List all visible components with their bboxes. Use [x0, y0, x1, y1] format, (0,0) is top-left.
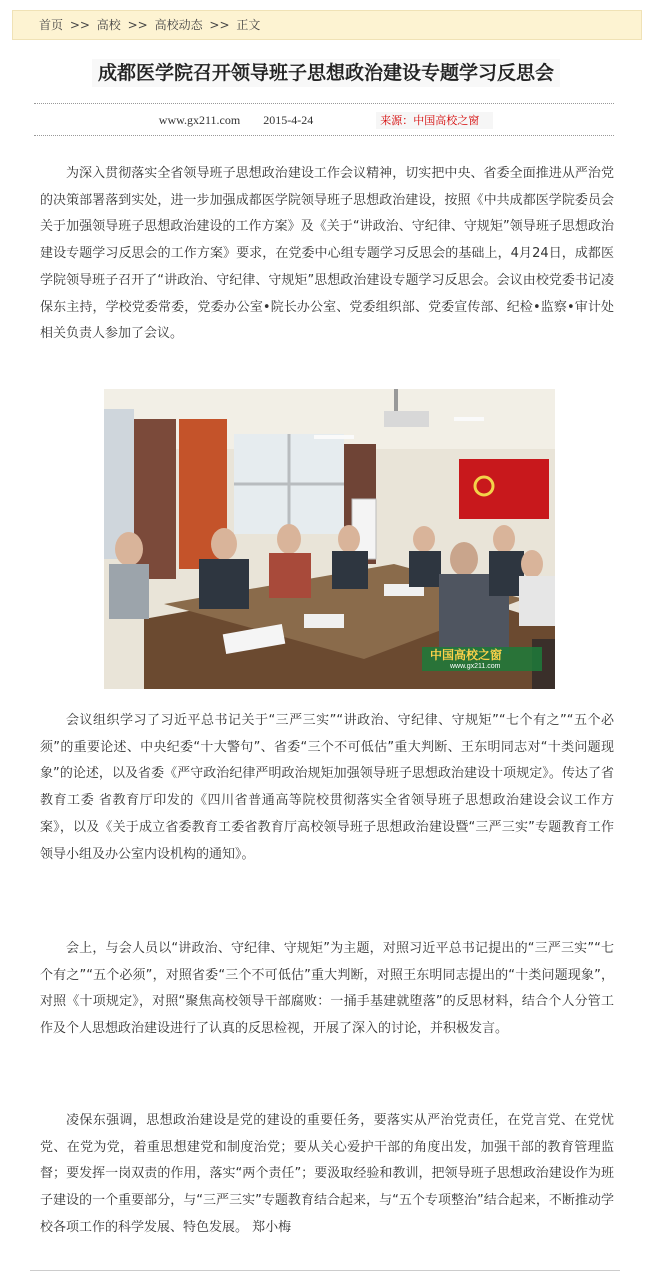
article-title-wrap — [0, 58, 652, 85]
article-title: 成都医学院召开领导班子思想政治建设专题学习反思会 — [92, 59, 560, 87]
article-paragraph-4: 凌保东强调，思想政治建设是党的建设的重要任务，要落实从严治党责任，在党言党、在党忧党、在党为党，着重思想建党和制度治党；要从关心爱护干部的角度出发，加强干部的教育管理监督；要发挥一岗双责的作用，落实“两个责任”；要汲取经验和教训，把领导班子思想政治建设作为班子建设的一个重要部分，与“三严三实”专题教育结合起来，与“五个专项整治”结合起来，不断推动学校各项工作的科学发展、特色发展。 郑小梅 — [40, 1113, 614, 1235]
breadcrumb-separator: >> — [127, 18, 148, 32]
flag — [459, 459, 549, 519]
meeting-photo — [104, 389, 555, 689]
article-meta — [0, 112, 652, 128]
breadcrumb-separator: >> — [69, 18, 90, 32]
breadcrumb-current: 正文 — [236, 18, 261, 32]
breadcrumb-separator: >> — [209, 18, 230, 32]
article-source: 来源：中国高校之窗 — [376, 112, 493, 129]
article-paragraph-2: 会议组织学习了习近平总书记关于“三严三实”“讲政治、守纪律、守规矩”“七个有之”“五个必须”的重要论述、中央纪委“十大警句”、省委“三个不可低估”重大判断、王东明同志对“十类问题现象”的论述，以及省委《严守政治纪律严明政治规矩加强领导班子思想政治建设十项规定》。传达了省教育工委 省教育厅印发的《四川省普通高等院校贯彻落实全省领导班子思想政治建设会议工作方案》，以及《关于成立省委教育工委省教育厅高校领导班子思想政治建设暨“三严三实”专题教育工作领导小组及办公室内设机构的通知》。 — [40, 713, 614, 862]
photo-watermark: 中国高校之窗 — [430, 648, 503, 662]
breadcrumb-home-link[interactable]: 首页 — [39, 18, 64, 32]
breadcrumb-news-link[interactable]: 高校动态 — [154, 18, 203, 32]
article-date: 2015-4-24 — [263, 113, 314, 127]
divider — [34, 103, 614, 104]
breadcrumb-colleges-link[interactable]: 高校 — [96, 18, 121, 32]
photo-watermark-url: www.gx211.com — [450, 663, 501, 670]
footer-divider — [30, 1270, 620, 1271]
breadcrumb — [12, 10, 642, 40]
article-paragraph-1: 为深入贯彻落实全省领导班子思想政治建设工作会议精神，切实把中央、省委全面推进从严治党的决策部署落到实处，进一步加强成都医学院领导班子思想政治建设，按照《中共成都医学院委员会关于加强领导班子思想政治建设的工作方案》及《关于“讲政治、守纪律、守规矩”领导班子思想政治建设专题学习反思会的工作方案》要求，在党委中心组专题学习反思会的基础上，4月24日，成都医学院领导班子召开了“讲政治、守纪律、守规矩”思想政治建设专题学习反思会。会议由校党委书记凌保东主持，学校党委常委，党委办公室•院长办公室、党委组织部、党委宣传部、纪检•监察•审计处相关负责人参加了会议。 — [40, 166, 614, 342]
article-site: www.gx211.com — [158, 113, 241, 127]
divider — [34, 135, 614, 136]
article-paragraph-3: 会上，与会人员以“讲政治、守纪律、守规矩”为主题，对照习近平总书记提出的“三严三实”“七个有之”“五个必须”，对照省委“三个不可低估”重大判断，对照王东明同志提出的“十类问题现象”，对照《十项规定》，对照“聚焦高校领导干部腐败：一捅手基建就堕落”的反思材料，结合个人分管工作及个人思想政治建设进行了认真的反思检视，开展了深入的讨论，并积极发言。 — [40, 941, 614, 1037]
